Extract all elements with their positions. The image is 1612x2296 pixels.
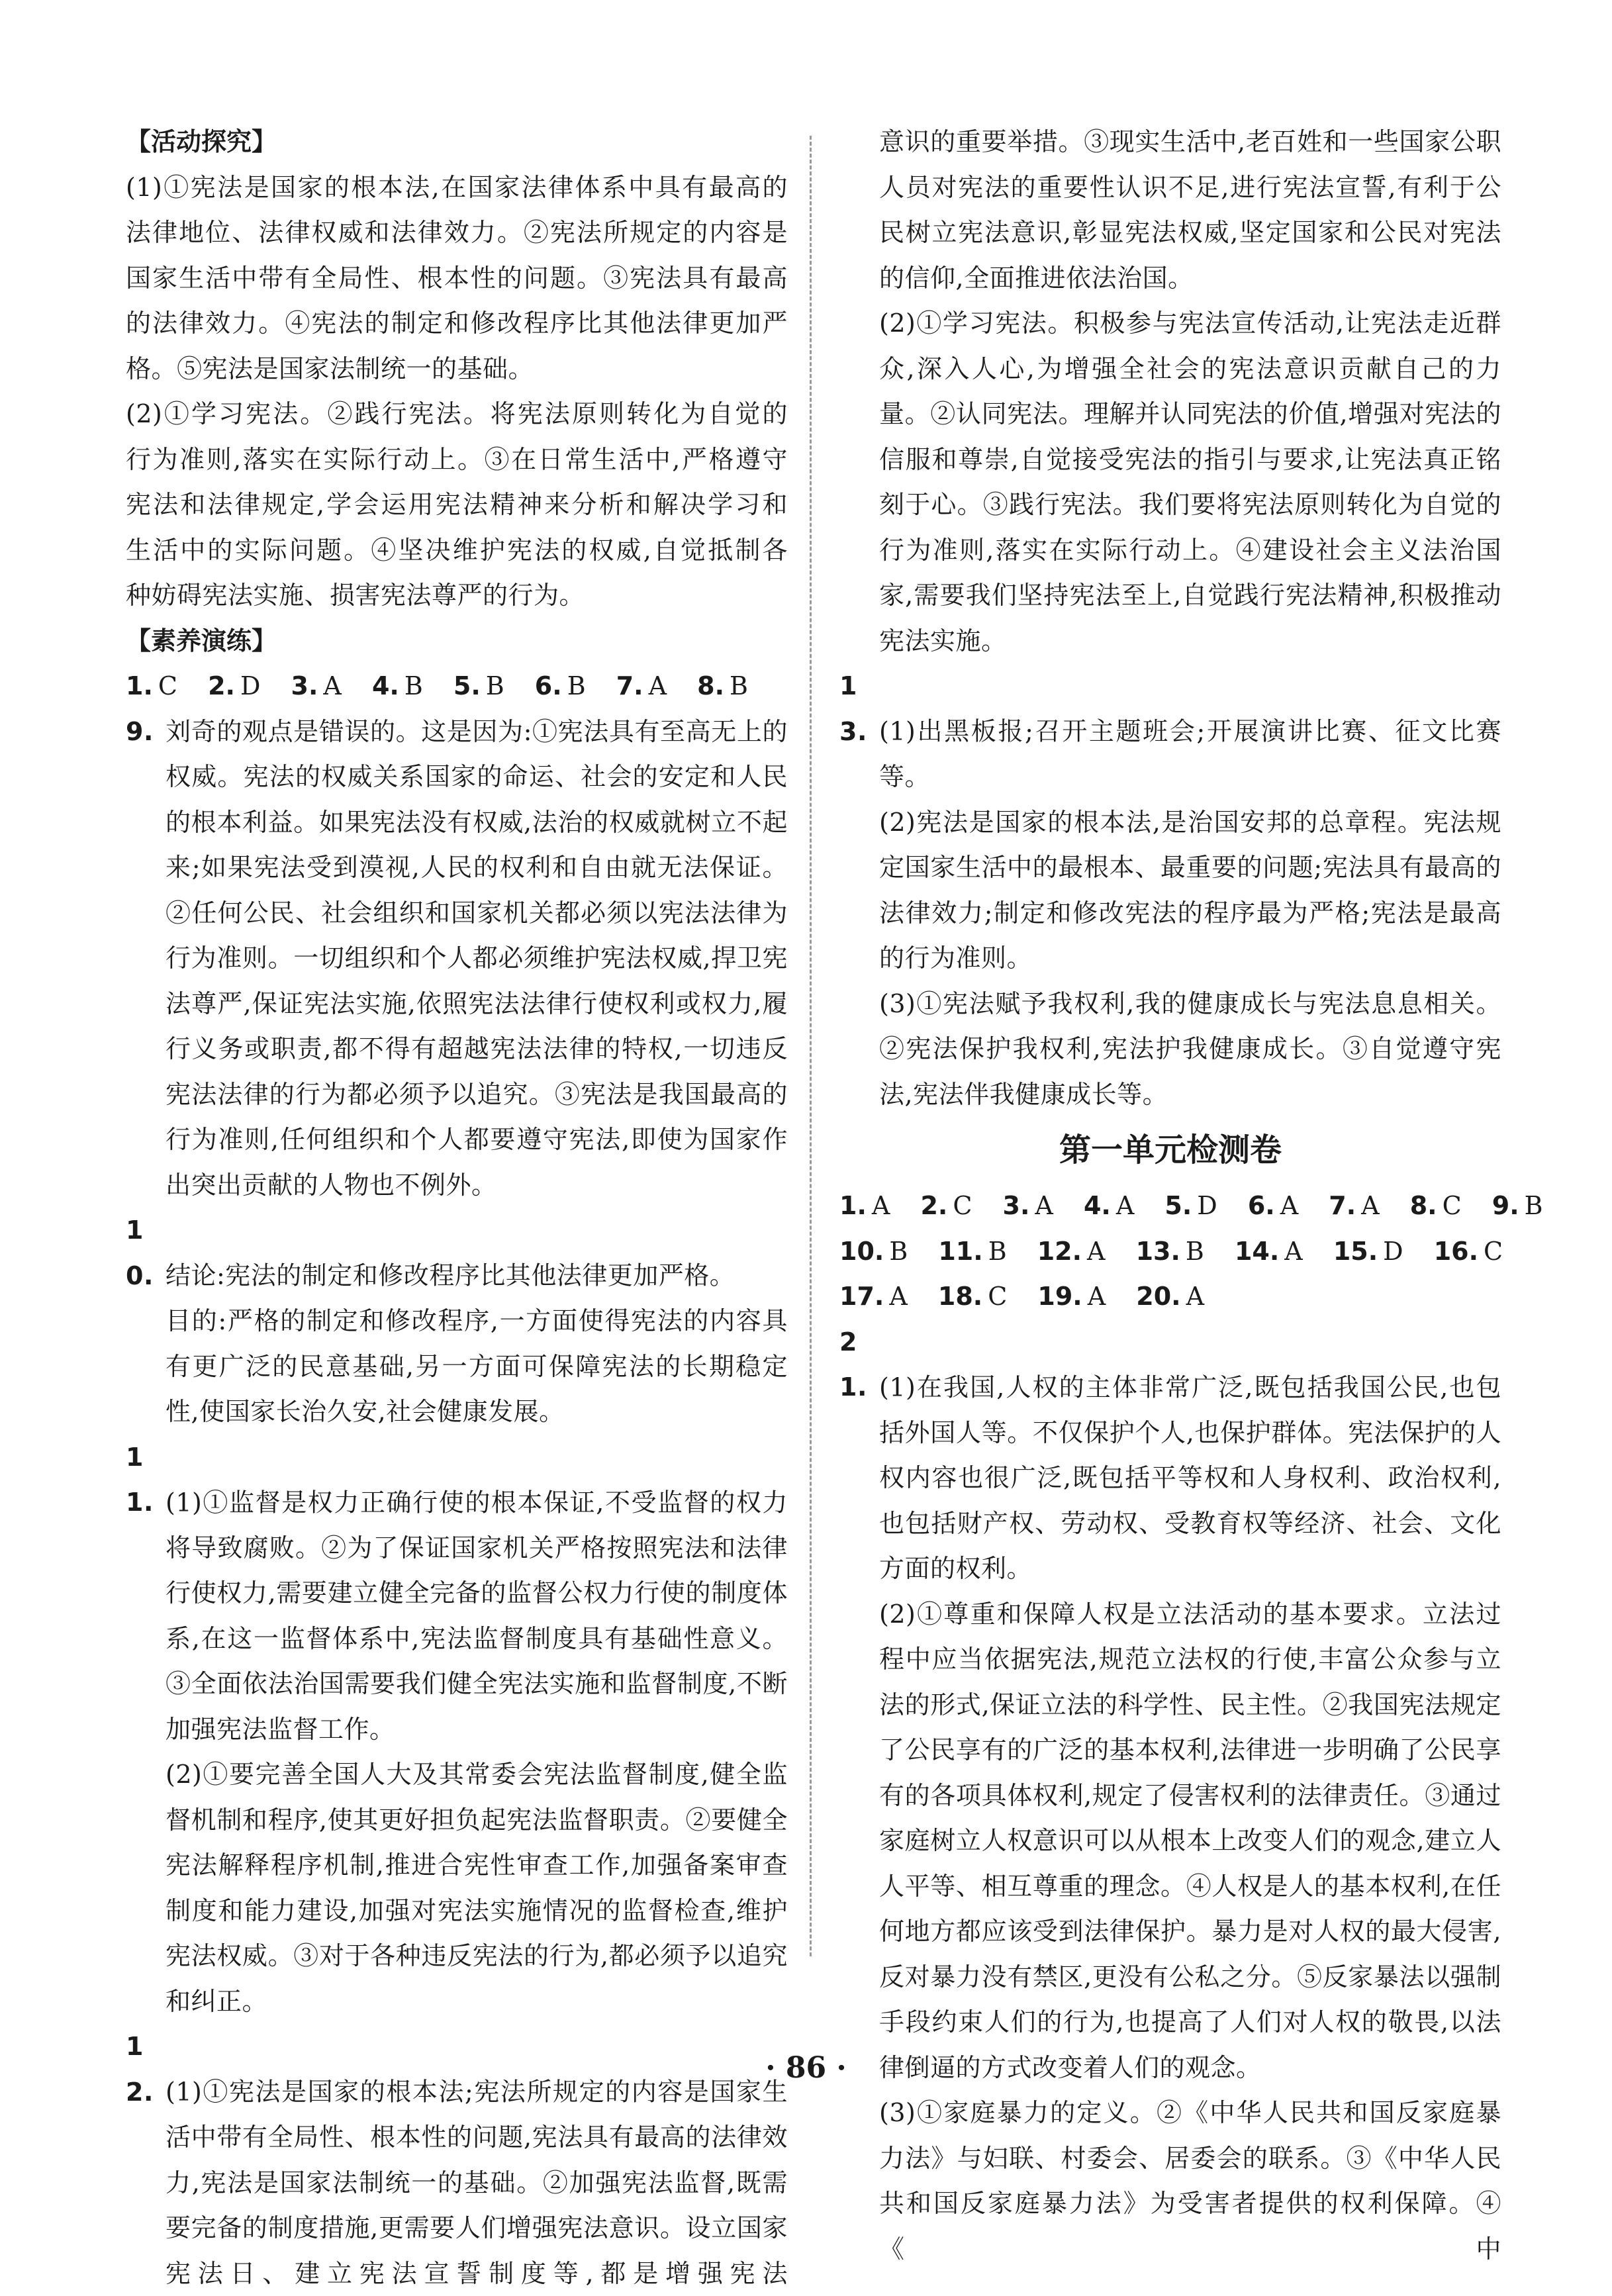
question-9: [126, 709, 788, 1208]
question-12-part2: (2)①学习宪法。积极参与宪法宣传活动,让宪法走近群众,深入人心,为增强全社会的宪法意识贡献自己的力量。②认同宪法。理解并认同宪法的价值,增强对宪法的信服和尊崇,自觉接受宪法的指引与要求,让宪法真正铭刻于心。③践行宪法。我们要将宪法原则转化为自觉的行为准则,落实在实际行动上。④建设社会主义法治国家,需要我们坚持宪法至上,自觉践行宪法精神,积极推动宪法实施。: [879, 309, 1501, 655]
mc-answers-row: [839, 1274, 1501, 1319]
question-21-part2: (2)①尊重和保障人权是立法活动的基本要求。立法过程中应当依据宪法,规范立法权的行使,丰富公众参与立法的形式,保证立法的科学性、民主性。②我国宪法规定了公民享有的广泛的基本权利,法律进一步明确了公民享有的各项具体权利,规定了侵害权利的法律责任。③通过家庭树立人权意识可以从根本上改变人们的观念,建立人人平等、相互尊重的理念。④人权是人的基本权利,在任何地方都应该受到法律保护。暴力是对人权的最大侵害,反对暴力没有禁区,更没有公私之分。⑤反家暴法以强制手段约束人们的行为,也提高了人们对人权的敬畏,以法律倒逼的方式改变着人们的观念。: [879, 1599, 1501, 2082]
answer-text: 刘奇的观点是错误的。这是因为:①宪法具有至高无上的权威。宪法的权威关系国家的命运、社会的安定和人民的根本利益。如果宪法没有权威,法治的权威就树立不起来;如果宪法受到漠视,人民的权利和自由就无法保证。②任何公民、社会组织和国家机关都必须以宪法法律为行为准则。一切组织和个人都必须维护宪法权威,捍卫宪法尊严,保证宪法实施,依照宪法法律行使权利或权力,履行义务或职责,都不得有超越宪法法律的特权,一切违反宪法法律的行为都必须予以追究。③宪法是我国最高的行为准则,任何组织和个人都要遵守宪法,即使为国家作出突出贡献的人物也不例外。: [166, 716, 788, 1200]
question-number: 11.: [126, 1442, 154, 1517]
answer-item: 4. A: [1083, 1191, 1135, 1220]
answer-item: 1. A: [839, 1191, 890, 1220]
answer-item: 9. B: [1492, 1191, 1543, 1220]
answer-item: 6. A: [1247, 1191, 1299, 1220]
activity-line: 国家生活中带有全局性、根本性的问题。③宪法具有最高: [126, 263, 788, 293]
answer-text: (1)①宪法是国家的根本法;宪法所规定的内容是国家生活中带有全局性、根本性的问题,宪法具有最高的法律效力,宪法是国家法制统一的基础。②加强宪法监督,既需要完备的制度措施,更需要人们增强宪法意识。设立国家宪法日、建立宪法宣誓制度等,都是增强宪法: [166, 2077, 788, 2288]
question-number: 13.: [839, 671, 867, 746]
section-heading-activity: 【活动探究】: [126, 127, 277, 156]
answer-item: 10. B: [839, 1236, 908, 1266]
answer-item: 14. A: [1234, 1236, 1303, 1266]
answer-item: 7. A: [616, 671, 667, 700]
answer-item: 19. A: [1037, 1282, 1106, 1311]
answer-item: 18. C: [937, 1282, 1008, 1311]
section-heading-practice: 【素养演练】: [126, 626, 277, 655]
answer-item: 17. A: [839, 1282, 908, 1311]
answer-item: 2. C: [920, 1191, 972, 1220]
answer-item: 6. B: [534, 671, 586, 700]
answer-item: 11. B: [938, 1236, 1007, 1266]
question-21: [839, 1319, 1501, 1592]
question-21-part3: (3)①家庭暴力的定义。②《中华人民共和国反家庭暴力法》与妇联、村委会、居委会的联系。③《中华人民共和国反家庭暴力法》为受害者提供的权利保障。④《中: [879, 2098, 1501, 2264]
page-number: · 86 ·: [765, 2051, 847, 2085]
question-number: 10.: [126, 1216, 154, 1290]
answer-item: 5. B: [453, 671, 504, 700]
question-13-part3: (3)①宪法赋予我权利,我的健康成长与宪法息息相关。②宪法保护我权利,宪法护我健康成长。③自觉遵守宪法,宪法伴我健康成长等。: [879, 988, 1501, 1109]
activity-line: 格。⑤宪法是国家法制统一的基础。: [126, 354, 534, 383]
activity-line: (1)①宪法是国家的根本法,在国家法律体系中具有最高的: [126, 172, 788, 202]
answer-item: 3. A: [291, 671, 342, 700]
answer-item: 2. D: [208, 671, 261, 700]
mc-answers-row: [126, 663, 788, 709]
question-13: [839, 663, 1501, 800]
answer-item: 12. A: [1037, 1236, 1106, 1266]
activity-line: 宪法和法律规定,学会运用宪法精神来分析和解决学习和: [126, 490, 788, 519]
answer-text: 结论:宪法的制定和修改程序比其他法律更加严格。: [166, 1261, 735, 1290]
question-11-part2: (2)①要完善全国人大及其常委会宪法监督制度,健全监督机制和程序,使其更好担负起宪法监督职责。②要健全宪法解释程序机制,推进合宪性审查工作,加强备案审查制度和能力建设,加强对宪法实施情况的监督检查,维护宪法权威。③对于各种违反宪法的行为,都必须予以追究和纠正。: [166, 1760, 788, 2016]
question-number: 21.: [839, 1327, 867, 1402]
mc-answers-row: [839, 1183, 1543, 1229]
question-10: [126, 1208, 788, 1298]
answer-item: 16. C: [1433, 1236, 1503, 1266]
mc-answers-row: [839, 1229, 1501, 1274]
right-column: [839, 119, 1543, 2272]
answer-item: 5. D: [1164, 1191, 1217, 1220]
question-13-part2: (2)宪法是国家的根本法,是治国安邦的总章程。宪法规定国家生活中的最根本、最重要的问题;宪法具有最高的法律效力;制定和修改宪法的程序最为严格;宪法是最高的行为准则。: [879, 807, 1501, 973]
question-11: [126, 1435, 788, 1752]
activity-line: 法律地位、法律权威和法律效力。②宪法所规定的内容是: [126, 218, 788, 247]
unit-test-title: 第一单元检测卷: [1059, 1131, 1282, 1169]
answer-item: 3. A: [1002, 1191, 1053, 1220]
answer-item: 15. D: [1333, 1236, 1403, 1266]
answer-item: 1. C: [126, 671, 177, 700]
question-12-continued: 意识的重要举措。③现实生活中,老百姓和一些国家公职人员对宪法的重要性认识不足,进行宪法宣誓,有利于公民树立宪法意识,彰显宪法权威,坚定国家和公民对宪法的信仰,全面推进依法治国。: [879, 127, 1501, 293]
column-divider: [810, 136, 812, 1956]
answer-item: 4. B: [371, 671, 423, 700]
answer-text: (1)①监督是权力正确行使的根本保证,不受监督的权力将导致腐败。②为了保证国家机关严格按照宪法和法律行使权力,需要建立健全完备的监督公权力行使的制度体系,在这一监督体系中,宪法监督制度具有基础性意义。③全面依法治国需要我们健全宪法实施和监督制度,不断加强宪法监督工作。: [166, 1488, 788, 1744]
activity-line: 种妨碍宪法实施、损害宪法尊严的行为。: [126, 581, 585, 610]
answer-item: 8. B: [697, 671, 748, 700]
answer-item: 20. A: [1136, 1282, 1205, 1311]
question-number: 9.: [126, 716, 154, 746]
left-column: [126, 119, 788, 2296]
question-10-purpose: 目的:严格的制定和修改程序,一方面使得宪法的内容具有更广泛的民意基础,另一方面可保障宪法的长期稳定性,使国家长治久安,社会健康发展。: [166, 1306, 788, 1426]
answer-item: 8. C: [1409, 1191, 1462, 1220]
activity-line: 生活中的实际问题。④坚决维护宪法的权威,自觉抵制各: [126, 535, 788, 565]
answer-item: 13. B: [1135, 1236, 1204, 1266]
answer-item: 7. A: [1329, 1191, 1380, 1220]
activity-line: 的法律效力。④宪法的制定和修改程序比其他法律更加严: [126, 309, 788, 338]
answer-text: (1)在我国,人权的主体非常广泛,既包括我国公民,也包括外国人等。不仅保护个人,也保护群体。宪法保护的人权内容也很广泛,既包括平等权和人身权利、政治权利,也包括财产权、劳动权、受教育权等经济、社会、文化方面的权利。: [879, 1372, 1501, 1583]
question-number: 12.: [126, 2032, 154, 2107]
activity-line: 行为准则,落实在实际行动上。③在日常生活中,严格遵守: [126, 444, 788, 474]
activity-line: (2)①学习宪法。②践行宪法。将宪法原则转化为自觉的: [126, 399, 788, 428]
answer-text: (1)出黑板报;召开主题班会;开展演讲比赛、征文比赛等。: [879, 716, 1501, 791]
